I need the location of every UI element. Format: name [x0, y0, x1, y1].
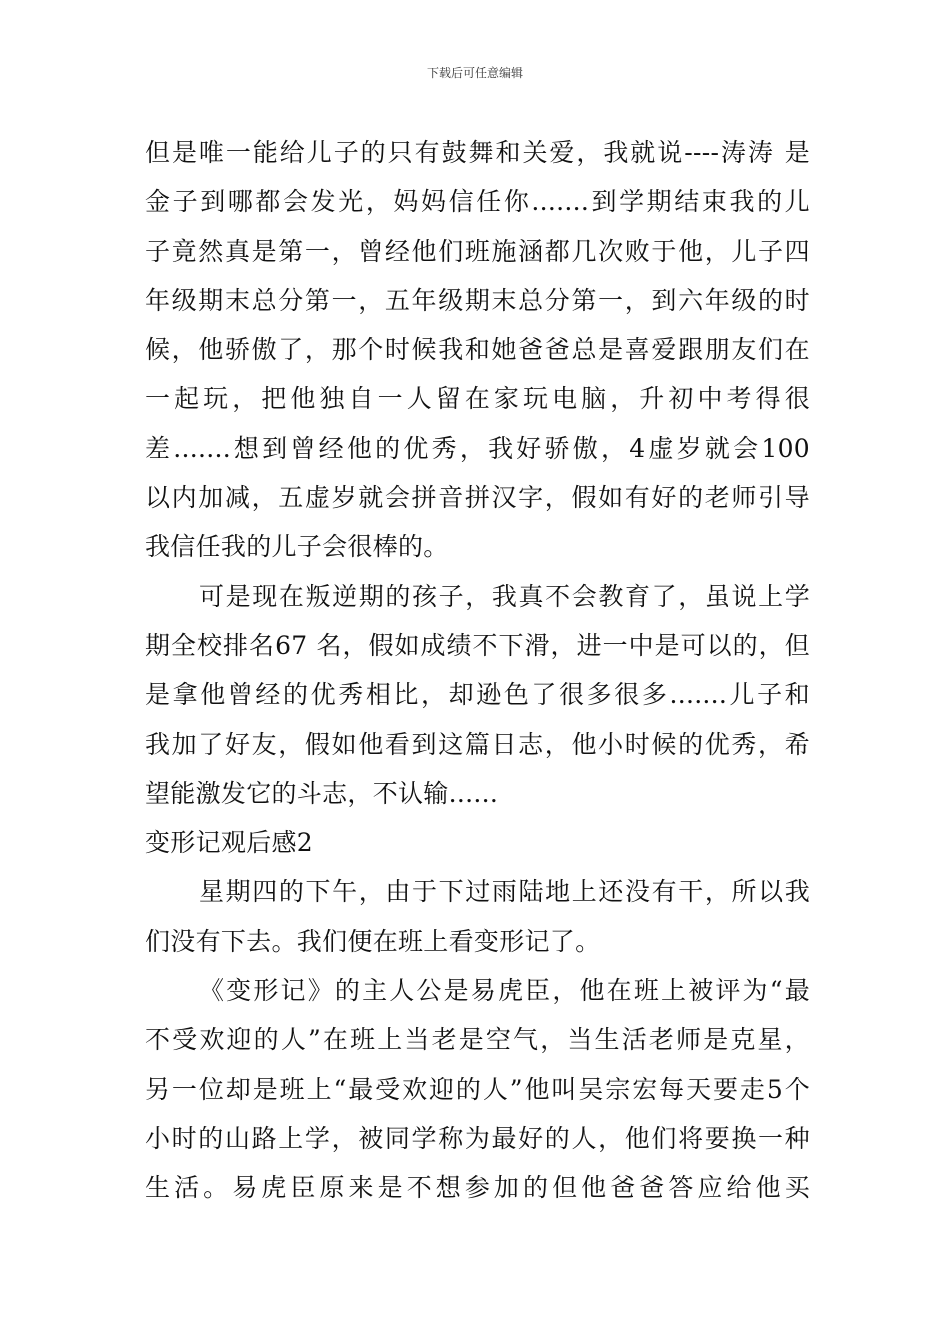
text-line: 们没有下去。我们便在班上看变形记了。 — [145, 926, 601, 956]
paragraph-first-line: 可是现在叛逆期的孩子，我真不会教育了，虽说上学 — [199, 581, 810, 611]
section-heading: 变形记观后感2 — [145, 828, 314, 858]
text-line: 小时的山路上学，被同学称为最好的人，他们将要换一种 — [145, 1123, 810, 1153]
text-line: 生活。易虎臣原来是不想参加的但他爸爸答应给他买 — [145, 1173, 810, 1203]
text-line: 子竟然真是第一，曾经他们班施涵都几次败于他，儿子四 — [145, 236, 810, 266]
text-line: 另一位却是班上“最受欢迎的人”他叫吴宗宏每天要走5个 — [145, 1074, 810, 1104]
text-line: 我信任我的儿子会很棒的。 — [145, 532, 449, 562]
text-line: 不受欢迎的人”在班上当老是空气，当生活老师是克星， — [145, 1025, 810, 1055]
text-line: 但是唯一能给儿子的只有鼓舞和关爱，我就说----涛涛 是 — [145, 138, 810, 167]
text-line: 望能激发它的斗志，不认输...... — [145, 778, 499, 808]
text-line: 期全校排名67 名，假如成绩不下滑，进一中是可以的，但 — [145, 630, 810, 660]
text-line: 一起玩，把他独自一人留在家玩电脑，升初中考得很 — [145, 384, 810, 414]
text-line: 差.......想到曾经他的优秀，我好骄傲，4虚岁就会100 — [145, 433, 810, 463]
text-line: 是拿他曾经的优秀相比，却逊色了很多很多.......儿子和 — [145, 680, 810, 710]
paragraph-first-line: 《变形记》的主人公是易虎臣，他在班上被评为“最 — [199, 976, 810, 1006]
text-line: 金子到哪都会发光，妈妈信任你.......到学期结束我的儿 — [145, 187, 810, 217]
text-line: 以内加减，五虚岁就会拼音拼汉字，假如有好的老师引导 — [145, 483, 810, 513]
text-line: 候，他骄傲了，那个时候我和她爸爸总是喜爱跟朋友们在 — [145, 335, 810, 365]
text-line: 我加了好友，假如他看到这篇日志，他小时候的优秀，希 — [145, 729, 810, 759]
text-line: 年级期末总分第一，五年级期末总分第一，到六年级的时 — [145, 285, 810, 315]
document-body — [145, 128, 810, 1213]
paragraph-first-line: 星期四的下午，由于下过雨陆地上还没有干，所以我 — [199, 877, 810, 907]
page-header: 下载后可任意编辑 — [426, 66, 523, 80]
